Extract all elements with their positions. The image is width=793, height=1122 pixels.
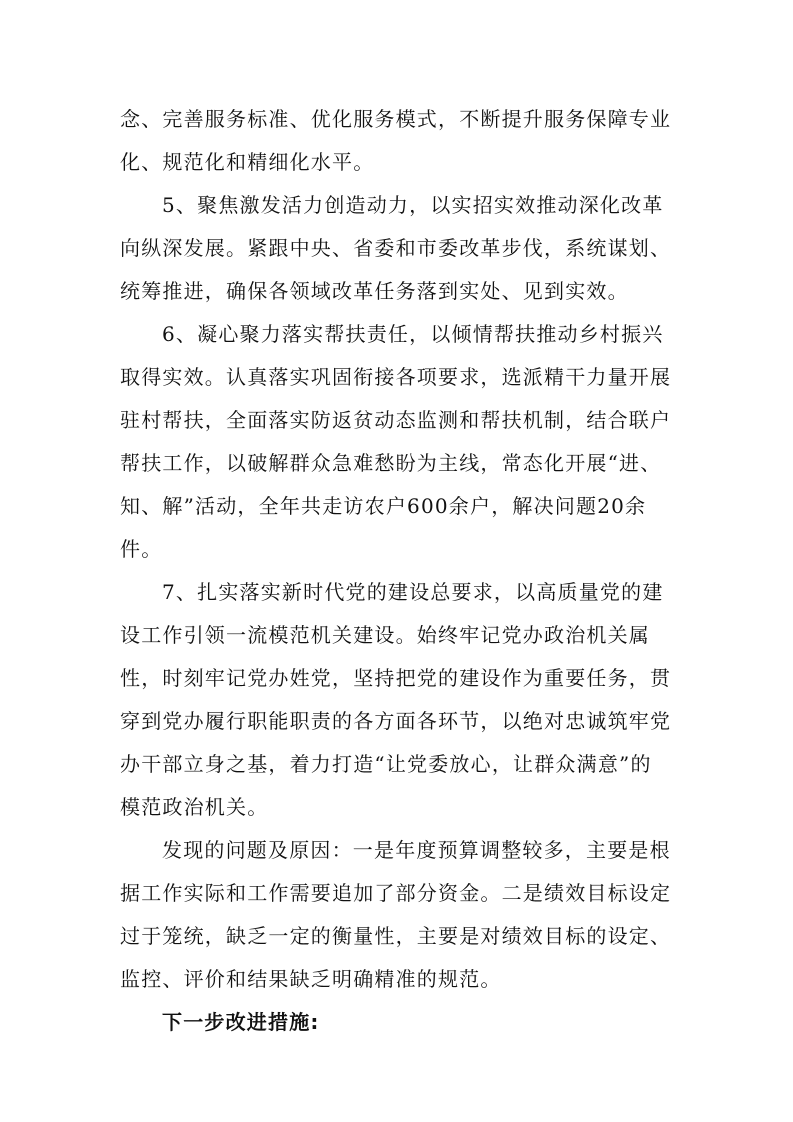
text-line: 念、完善服务标准、优化服务模式，不断提升服务保障专业 (120, 107, 672, 131)
text-line: 取得实效。认真落实巩固衔接各项要求，选派精干力量开展 (120, 365, 672, 389)
text-line: 据工作实际和工作需要追加了部分资金。二是绩效目标设定 (120, 881, 672, 905)
next-steps-heading: 下一步改进措施: (162, 1010, 320, 1034)
text-line: 性，时刻牢记党办姓党，坚持把党的建设作为重要任务，贯 (120, 666, 672, 690)
text-line: 监控、评价和结果缺乏明确精准的规范。 (120, 967, 502, 991)
paragraph-7-first-line: 7、扎实落实新时代党的建设总要求，以高质量党的建 (162, 580, 664, 604)
text-line: 化、规范化和精细化水平。 (120, 150, 375, 174)
text-line: 向纵深发展。紧跟中央、省委和市委改革步伐，系统谋划、 (120, 236, 672, 260)
text-line: 过于笼统，缺乏一定的衡量性，主要是对绩效目标的设定、 (120, 924, 672, 948)
text-line: 办干部立身之基，着力打造“让党委放心，让群众满意”的 (120, 752, 652, 776)
text-line: 统筹推进，确保各领域改革任务落到实处、见到实效。 (120, 279, 629, 303)
text-line: 帮扶工作，以破解群众急难愁盼为主线，常态化开展“进、 (120, 451, 662, 475)
paragraph-6-first-line: 6、凝心聚力落实帮扶责任，以倾情帮扶推动乡村振兴 (162, 322, 664, 346)
paragraph-5-first-line: 5、聚焦激发活力创造动力，以实招实效推动深化改革 (162, 193, 664, 217)
text-line: 知、解”活动，全年共走访农户600余户，解决问题20余 (120, 494, 647, 518)
text-line: 件。 (120, 537, 163, 561)
text-line: 驻村帮扶，全面落实防返贫动态监测和帮扶机制，结合联户 (120, 408, 672, 432)
text-line: 模范政治机关。 (120, 795, 269, 819)
problem-paragraph-first-line: 发现的问题及原因：一是年度预算调整较多，主要是根 (162, 838, 671, 862)
text-line: 穿到党办履行职能职责的各方面各环节，以绝对忠诚筑牢党 (120, 709, 672, 733)
text-line: 设工作引领一流模范机关建设。始终牢记党办政治机关属 (120, 623, 650, 647)
